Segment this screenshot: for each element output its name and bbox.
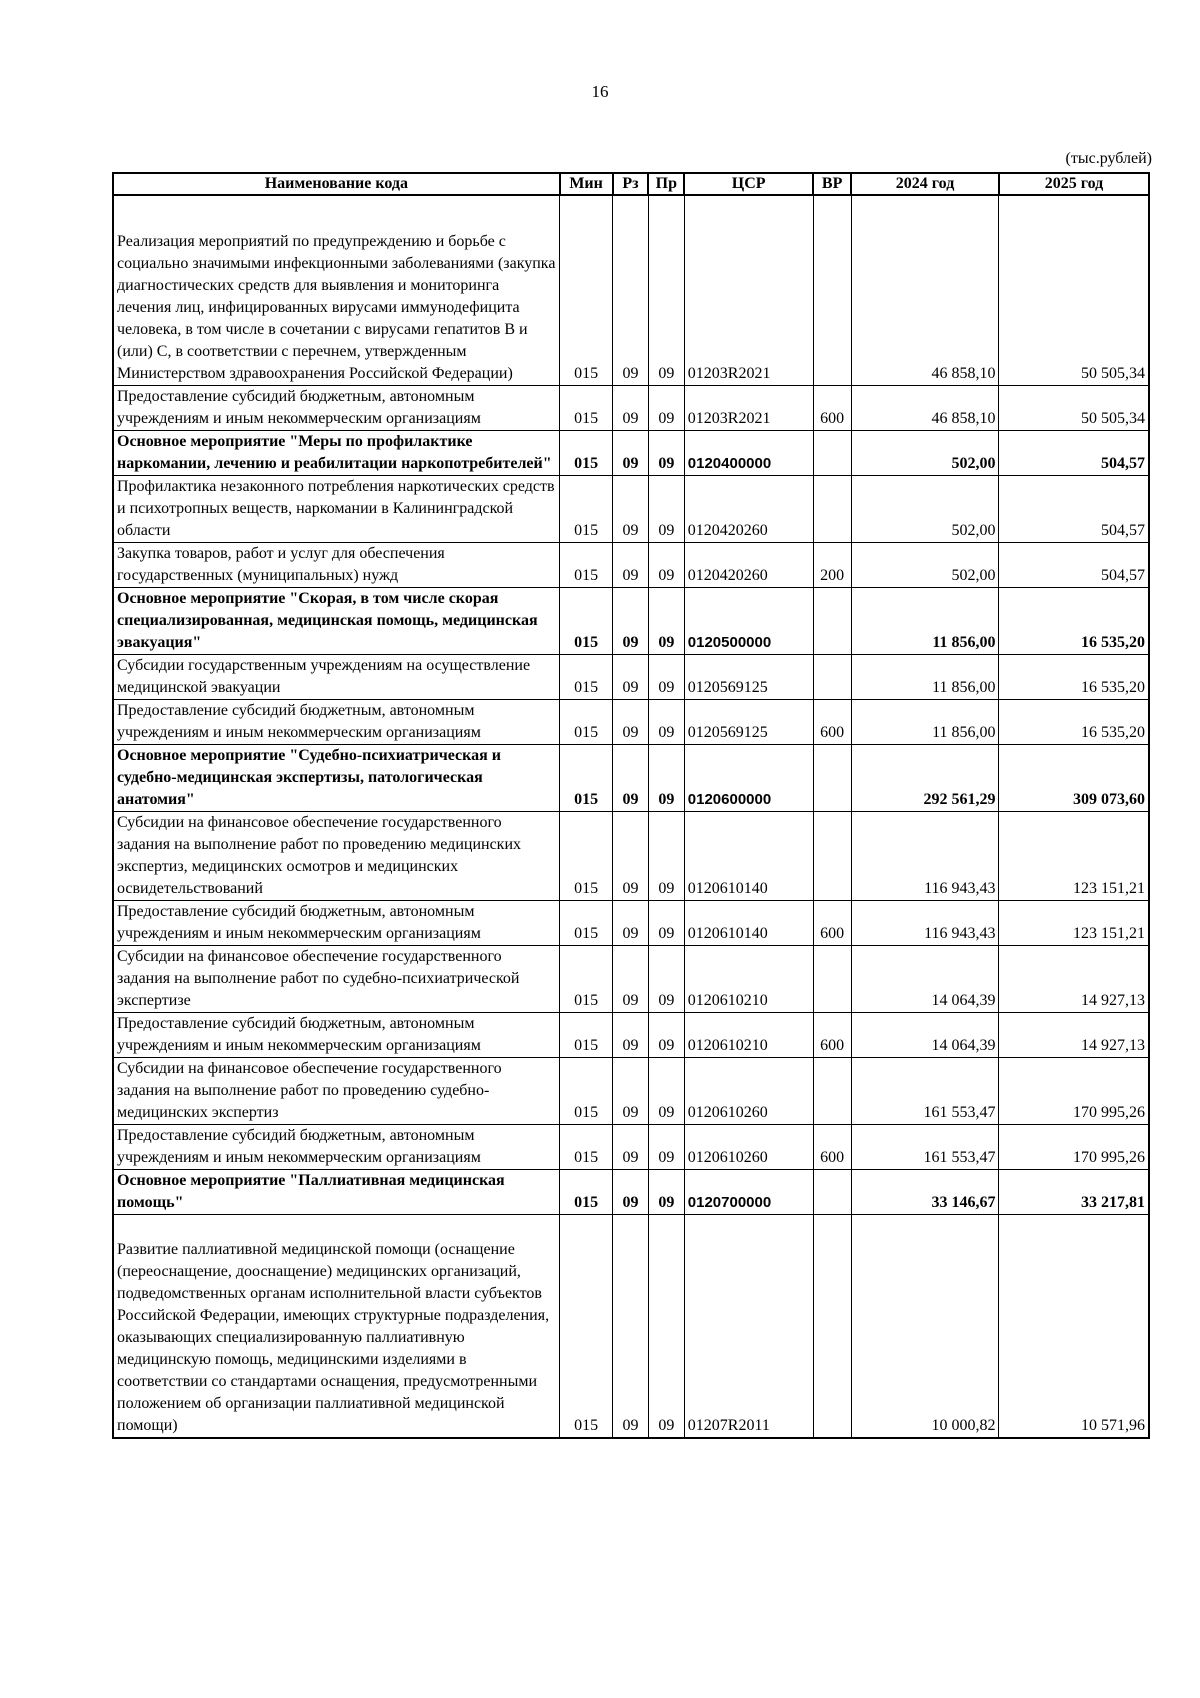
row-csr: 0120569125	[684, 699, 813, 744]
row-csr: 0120610140	[684, 811, 813, 900]
row-min: 015	[560, 945, 613, 1012]
row-vr	[813, 654, 851, 699]
row-pr: 09	[648, 654, 684, 699]
row-amount-2025: 14 927,13	[999, 1012, 1149, 1057]
row-pr: 09	[648, 945, 684, 1012]
row-amount-2024: 14 064,39	[851, 1012, 999, 1057]
row-amount-2024: 46 858,10	[851, 195, 999, 385]
table-row	[113, 1057, 1149, 1124]
table-row	[113, 475, 1149, 542]
row-vr	[813, 195, 851, 385]
row-name: Субсидии на финансовое обеспечение государственного задания на выполнение работ по проведению медицинских экспертиз, медицинских осмотров и медицинских освидетельствований	[113, 811, 560, 900]
row-name: Предоставление субсидий бюджетным, автономным учреждениям и иным некоммерческим организациям	[113, 1124, 560, 1169]
table-row	[113, 654, 1149, 699]
table-row	[113, 1012, 1149, 1057]
row-vr: 600	[813, 900, 851, 945]
row-csr: 0120569125	[684, 654, 813, 699]
row-vr	[813, 1057, 851, 1124]
row-vr	[813, 475, 851, 542]
header-2025: 2025 год	[999, 173, 1149, 195]
row-amount-2024: 11 856,00	[851, 587, 999, 654]
row-min: 015	[560, 744, 613, 811]
row-csr: 0120420260	[684, 475, 813, 542]
row-name: Предоставление субсидий бюджетным, автономным учреждениям и иным некоммерческим организациям	[113, 699, 560, 744]
row-vr	[813, 811, 851, 900]
row-name: Основное мероприятие "Меры по профилактике наркомании, лечению и реабилитации наркопотребителей"	[113, 430, 560, 475]
row-pr: 09	[648, 587, 684, 654]
row-vr	[813, 587, 851, 654]
row-amount-2025: 123 151,21	[999, 811, 1149, 900]
row-amount-2024: 161 553,47	[851, 1057, 999, 1124]
table-row	[113, 1214, 1149, 1438]
table-row	[113, 744, 1149, 811]
row-pr: 09	[648, 699, 684, 744]
table-row	[113, 811, 1149, 900]
row-csr: 0120610210	[684, 945, 813, 1012]
table-row	[113, 587, 1149, 654]
row-rz: 09	[613, 385, 649, 430]
row-csr: 0120420260	[684, 542, 813, 587]
row-min: 015	[560, 1012, 613, 1057]
row-pr: 09	[648, 430, 684, 475]
row-rz: 09	[613, 1214, 649, 1438]
row-amount-2025: 16 535,20	[999, 654, 1149, 699]
row-rz: 09	[613, 945, 649, 1012]
row-csr: 01207R2011	[684, 1214, 813, 1438]
row-rz: 09	[613, 699, 649, 744]
row-amount-2025: 170 995,26	[999, 1124, 1149, 1169]
budget-table	[112, 172, 1150, 1439]
row-min: 015	[560, 542, 613, 587]
row-amount-2024: 46 858,10	[851, 385, 999, 430]
row-amount-2024: 292 561,29	[851, 744, 999, 811]
row-rz: 09	[613, 811, 649, 900]
row-pr: 09	[648, 475, 684, 542]
table-row	[113, 542, 1149, 587]
row-vr: 200	[813, 542, 851, 587]
row-amount-2024: 11 856,00	[851, 654, 999, 699]
row-vr	[813, 744, 851, 811]
row-amount-2025: 504,57	[999, 475, 1149, 542]
row-name: Закупка товаров, работ и услуг для обеспечения государственных (муниципальных) нужд	[113, 542, 560, 587]
table-row	[113, 699, 1149, 744]
page-number: 16	[591, 82, 609, 101]
row-pr: 09	[648, 744, 684, 811]
row-rz: 09	[613, 1057, 649, 1124]
row-amount-2025: 10 571,96	[999, 1214, 1149, 1438]
row-pr: 09	[648, 811, 684, 900]
row-vr	[813, 945, 851, 1012]
row-amount-2025: 16 535,20	[999, 587, 1149, 654]
row-csr: 0120610210	[684, 1012, 813, 1057]
row-pr: 09	[648, 1012, 684, 1057]
row-amount-2024: 502,00	[851, 542, 999, 587]
row-min: 015	[560, 430, 613, 475]
row-csr: 0120500000	[684, 587, 813, 654]
row-amount-2024: 116 943,43	[851, 811, 999, 900]
table-row	[113, 195, 1149, 385]
row-amount-2025: 504,57	[999, 542, 1149, 587]
row-pr: 09	[648, 1124, 684, 1169]
table-row	[113, 900, 1149, 945]
row-name: Субсидии на финансовое обеспечение государственного задания на выполнение работ по судебно-психиатрической экспертизе	[113, 945, 560, 1012]
row-pr: 09	[648, 1214, 684, 1438]
row-name: Основное мероприятие "Судебно-психиатрическая и судебно-медицинская экспертизы, патологическая анатомия"	[113, 744, 560, 811]
header-min: Мин	[560, 173, 613, 195]
row-pr: 09	[648, 1169, 684, 1214]
row-rz: 09	[613, 587, 649, 654]
header-rz: Рз	[613, 173, 649, 195]
row-pr: 09	[648, 542, 684, 587]
header-csr: ЦСР	[684, 173, 813, 195]
table-row	[113, 1169, 1149, 1214]
row-amount-2025: 14 927,13	[999, 945, 1149, 1012]
row-rz: 09	[613, 1169, 649, 1214]
row-csr: 0120610260	[684, 1124, 813, 1169]
row-name: Реализация мероприятий по предупреждению и борьбе с социально значимыми инфекционными заболеваниями (закупка диагностических средств для выявления и мониторинга лечения лиц, инфицированных вирусами иммунодефицита человека, в том числе в сочетании с вирусами гепатитов В и (или) С, в соответствии с перечнем, утвержденным Министерством здравоохранения Российской Федерации)	[113, 195, 560, 385]
row-csr: 0120610260	[684, 1057, 813, 1124]
row-pr: 09	[648, 195, 684, 385]
row-amount-2025: 504,57	[999, 430, 1149, 475]
header-vr: ВР	[813, 173, 851, 195]
row-amount-2024: 33 146,67	[851, 1169, 999, 1214]
row-rz: 09	[613, 195, 649, 385]
row-name: Основное мероприятие "Скорая, в том числе скорая специализированная, медицинская помощь, медицинская эвакуация"	[113, 587, 560, 654]
header-2024: 2024 год	[851, 173, 999, 195]
row-name: Субсидии на финансовое обеспечение государственного задания на выполнение работ по проведению судебно-медицинских экспертиз	[113, 1057, 560, 1124]
table-body	[113, 195, 1149, 1438]
row-amount-2024: 11 856,00	[851, 699, 999, 744]
row-name: Субсидии государственным учреждениям на осуществление медицинской эвакуации	[113, 654, 560, 699]
header-pr: Пр	[648, 173, 684, 195]
header-name: Наименование кода	[113, 173, 560, 195]
row-rz: 09	[613, 475, 649, 542]
row-rz: 09	[613, 1124, 649, 1169]
units-label: (тыс.рублей)	[1065, 150, 1152, 167]
row-rz: 09	[613, 542, 649, 587]
row-pr: 09	[648, 900, 684, 945]
row-amount-2025: 123 151,21	[999, 900, 1149, 945]
row-min: 015	[560, 699, 613, 744]
row-min: 015	[560, 587, 613, 654]
row-vr: 600	[813, 699, 851, 744]
row-pr: 09	[648, 1057, 684, 1124]
row-min: 015	[560, 1057, 613, 1124]
row-rz: 09	[613, 900, 649, 945]
row-amount-2025: 33 217,81	[999, 1169, 1149, 1214]
row-pr: 09	[648, 385, 684, 430]
row-vr: 600	[813, 1012, 851, 1057]
row-name: Профилактика незаконного потребления наркотических средств и психотропных веществ, наркомании в Калининградской области	[113, 475, 560, 542]
row-name: Предоставление субсидий бюджетным, автономным учреждениям и иным некоммерческим организациям	[113, 900, 560, 945]
row-vr	[813, 1169, 851, 1214]
row-vr	[813, 1214, 851, 1438]
row-amount-2024: 502,00	[851, 430, 999, 475]
table-row	[113, 945, 1149, 1012]
table-header-row	[113, 173, 1149, 195]
row-vr: 600	[813, 385, 851, 430]
row-min: 015	[560, 195, 613, 385]
row-vr: 600	[813, 1124, 851, 1169]
row-min: 015	[560, 900, 613, 945]
row-amount-2024: 161 553,47	[851, 1124, 999, 1169]
row-csr: 0120400000	[684, 430, 813, 475]
row-name: Предоставление субсидий бюджетным, автономным учреждениям и иным некоммерческим организациям	[113, 385, 560, 430]
row-min: 015	[560, 475, 613, 542]
row-name: Предоставление субсидий бюджетным, автономным учреждениям и иным некоммерческим организациям	[113, 1012, 560, 1057]
row-amount-2025: 170 995,26	[999, 1057, 1149, 1124]
row-rz: 09	[613, 654, 649, 699]
row-csr: 0120610140	[684, 900, 813, 945]
row-amount-2024: 10 000,82	[851, 1214, 999, 1438]
row-amount-2024: 502,00	[851, 475, 999, 542]
row-amount-2025: 50 505,34	[999, 385, 1149, 430]
row-name: Основное мероприятие "Паллиативная медицинская помощь"	[113, 1169, 560, 1214]
table-row	[113, 430, 1149, 475]
row-csr: 01203R2021	[684, 385, 813, 430]
row-amount-2025: 50 505,34	[999, 195, 1149, 385]
row-csr: 0120600000	[684, 744, 813, 811]
row-rz: 09	[613, 744, 649, 811]
row-min: 015	[560, 811, 613, 900]
table-row	[113, 385, 1149, 430]
row-rz: 09	[613, 430, 649, 475]
row-csr: 0120700000	[684, 1169, 813, 1214]
row-min: 015	[560, 1214, 613, 1438]
row-amount-2024: 116 943,43	[851, 900, 999, 945]
row-min: 015	[560, 385, 613, 430]
row-min: 015	[560, 654, 613, 699]
row-amount-2025: 309 073,60	[999, 744, 1149, 811]
row-min: 015	[560, 1169, 613, 1214]
row-rz: 09	[613, 1012, 649, 1057]
row-min: 015	[560, 1124, 613, 1169]
row-name: Развитие паллиативной медицинской помощи (оснащение (переоснащение, дооснащение) медицинских организаций, подведомственных органам исполнительной власти субъектов Российской Федерации, имеющих структурные подразделения, оказывающих специализированную паллиативную медицинскую помощь, медицинскими изделиями в соответствии со стандартами оснащения, предусмотренными положением об организации паллиативной медицинской помощи)	[113, 1214, 560, 1438]
table-row	[113, 1124, 1149, 1169]
row-csr: 01203R2021	[684, 195, 813, 385]
row-vr	[813, 430, 851, 475]
row-amount-2024: 14 064,39	[851, 945, 999, 1012]
row-amount-2025: 16 535,20	[999, 699, 1149, 744]
